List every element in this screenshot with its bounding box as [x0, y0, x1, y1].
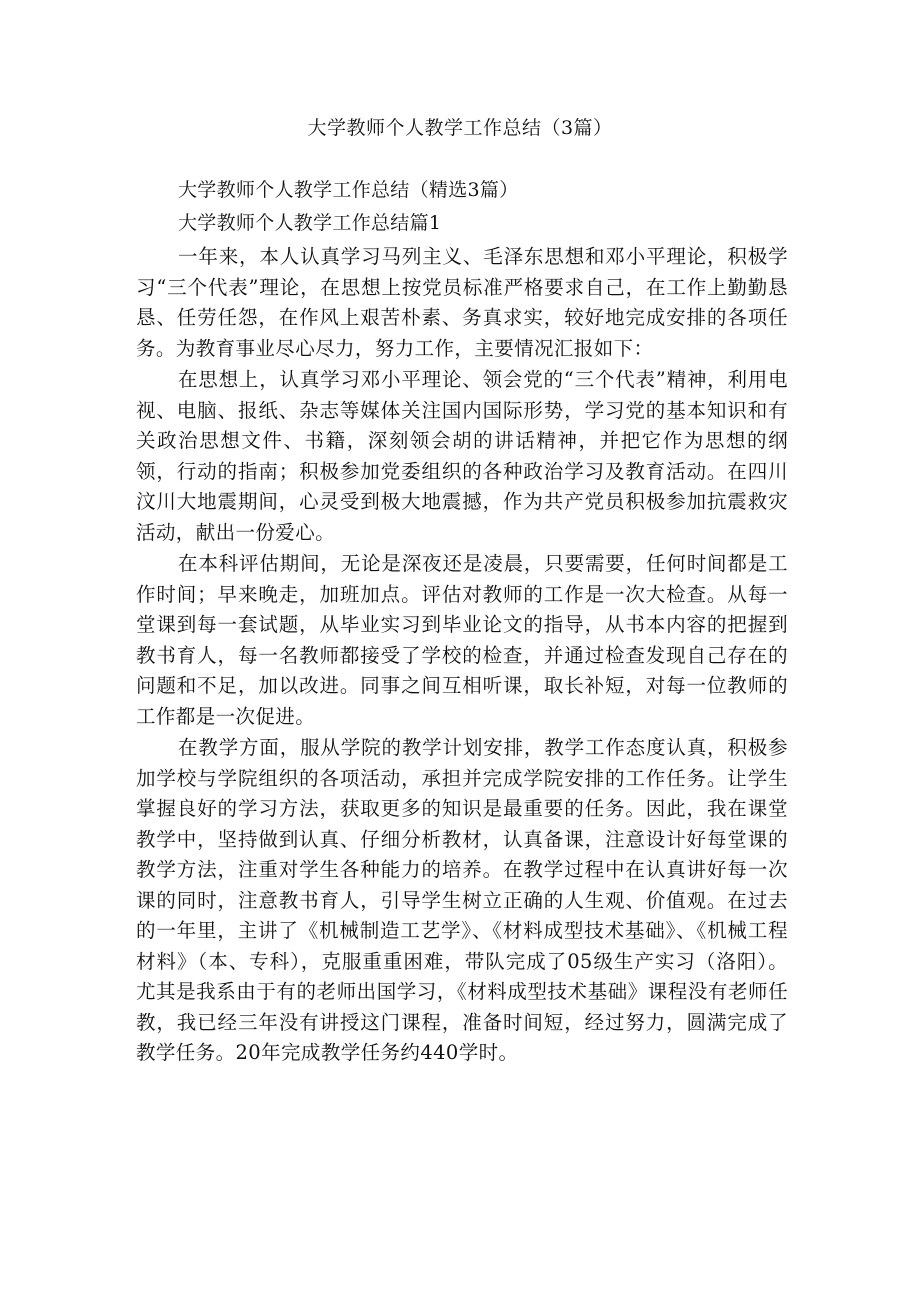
paragraph-ideology: 在思想上，认真学习邓小平理论、领会党的“三个代表”精神，利用电视、电脑、报纸、杂志等媒体关注国内国际形势，学习党的基本知识和有关政治思想文件、书籍，深刻领会胡的讲话精神，并把它作为思想的纲领，行动的指南；积极参加党委组织的各种政治学习及教育活动。在四川汶川大地震期间，心灵受到极大地震撼，作为共产党员积极参加抗震救灾活动，献出一份爱心。 — [136, 368, 788, 544]
paragraph-intro: 一年来，本人认真学习马列主义、毛泽东思想和邓小平理论，积极学习“三个代表”理论，在思想上按党员标准严格要求自己，在工作上勤勤恳恳、任劳任怨，在作风上艰苦朴素、务真求实，较好地完成安排的各项任务。为教育事业尽心尽力，努力工作，主要情况汇报如下： — [136, 245, 788, 360]
document-title: 大学教师个人教学工作总结（3篇） — [307, 117, 613, 139]
document-body — [136, 176, 788, 1069]
paragraph-teaching: 在教学方面，服从学院的教学计划安排，教学工作态度认真，积极参加学校与学院组织的各项活动，承担并完成学院安排的工作任务。让学生掌握良好的学习方法，获取更多的知识是最重要的任务。因此，我在课堂教学中，坚持做到认真、仔细分析教材，认真备课，注意设计好每堂课的教学方法，注重对学生各种能力的培养。在教学过程中在认真讲好每一次课的同时，注意教书育人，引导学生树立正确的人生观、价值观。在过去的一年里，主讲了《机械制造工艺学》、《材料成型技术基础》、《机械工程材料》（本、专科），克服重重困难，带队完成了05级生产实习（洛阳）。尤其是我系由于有的老师出国学习，《材料成型技术基础》课程没有老师任教，我已经三年没有讲授这门课程，准备时间短，经过努力，圆满完成了教学任务。20年完成教学任务约440学时。 — [136, 736, 788, 1064]
section-heading: 大学教师个人教学工作总结篇1 — [178, 212, 442, 234]
paragraph-evaluation: 在本科评估期间，无论是深夜还是凌晨，只要需要，任何时间都是工作时间；早来晚走，加班加点。评估对教师的工作是一次大检查。从每一堂课到每一套试题，从毕业实习到毕业论文的指导，从书本内容的把握到教书育人，每一名教师都接受了学校的检查，并通过检查发现自己存在的问题和不足，加以改进。同事之间互相听课，取长补短，对每一位教师的工作都是一次促进。 — [136, 552, 788, 728]
document-subtitle: 大学教师个人教学工作总结（精选3篇） — [178, 179, 519, 201]
